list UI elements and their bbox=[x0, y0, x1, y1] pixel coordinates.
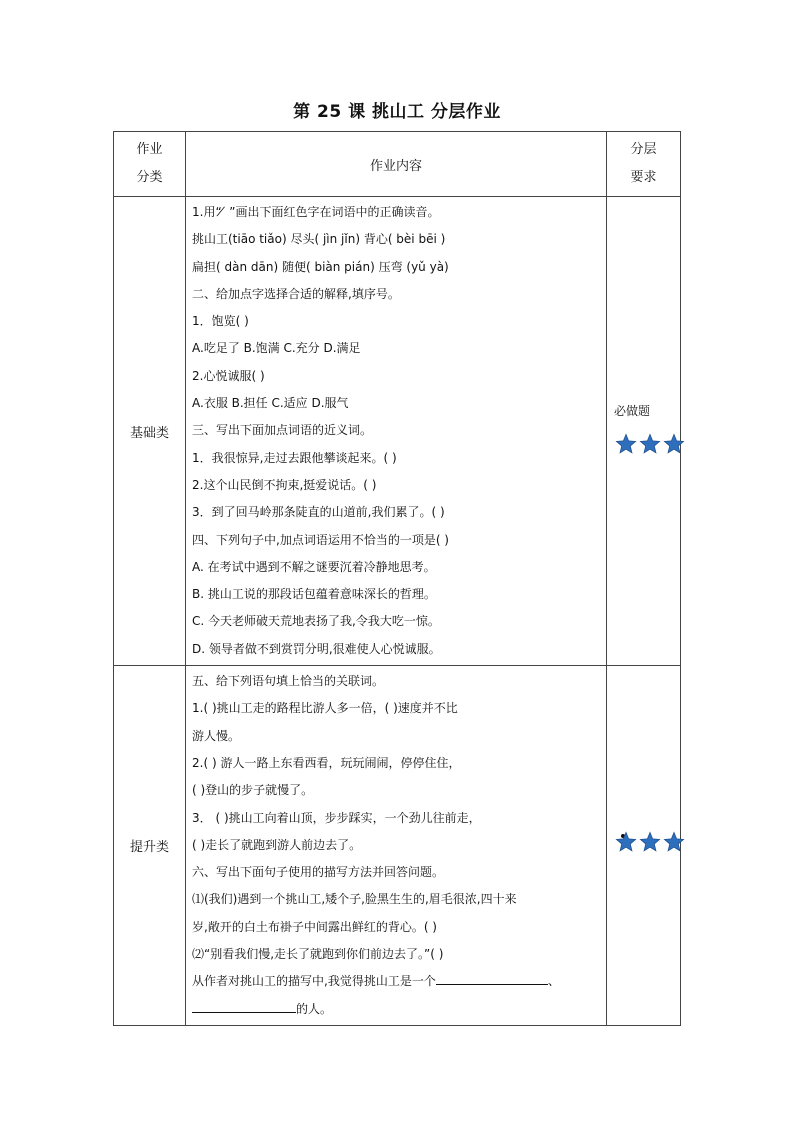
section-row-basic bbox=[114, 197, 681, 666]
question-list bbox=[192, 199, 600, 663]
star-icon bbox=[639, 831, 661, 853]
difficulty-stars bbox=[615, 433, 687, 458]
question-list bbox=[192, 668, 600, 968]
question-line: 2.心悦诚服( ) bbox=[192, 368, 265, 383]
question-line: 2.( ) 游人一路上东看西看，玩玩闹闹，停停住住， bbox=[192, 755, 461, 770]
fill-line: 的人。 bbox=[192, 996, 600, 1023]
star-icon bbox=[639, 433, 661, 455]
question-line: 1.( )挑山工走的路程比游人多一倍，( )速度并不比 bbox=[192, 701, 458, 716]
question-line: 三、写出下面加点词语的近义词。 bbox=[192, 423, 373, 438]
question-line: ⑴(我们)遇到一个挑山工,矮个子,脸黑生生的,眉毛很浓,四十来 bbox=[192, 892, 517, 907]
question-line: 游人慢。 bbox=[192, 728, 241, 743]
homework-table bbox=[113, 131, 681, 1026]
star-icon bbox=[663, 433, 685, 455]
question-line: A.吃足了 B.饱满 C.充分 D.满足 bbox=[192, 341, 361, 356]
requirement-cell bbox=[607, 197, 681, 666]
question-line: 五、给下列语句填上恰当的关联词。 bbox=[192, 674, 385, 689]
category-cell: 基础类 bbox=[114, 197, 186, 666]
answer-blank[interactable] bbox=[192, 1000, 296, 1013]
content-cell bbox=[186, 666, 607, 1026]
requirement-label: 必做题 bbox=[614, 404, 651, 418]
question-line: 挑山工(tiāo tiǎo) 尽头( jìn jǐn) 背心( bèi bēi ) bbox=[192, 232, 446, 247]
answer-blank[interactable] bbox=[436, 972, 548, 985]
question-line: 扁担( dàn dān) 随便( biàn pián) 压弯 (yǔ yà) bbox=[192, 259, 449, 274]
question-line: 1.用“ ̸ ”画出下面红色字在词语中的正确读音。 bbox=[192, 205, 440, 219]
question-line: ( )走长了就跑到游人前边去了。 bbox=[192, 837, 362, 852]
difficulty-stars bbox=[615, 831, 687, 856]
question-line: 岁,敞开的白土布褂子中间露出鲜红的背心。( ) bbox=[192, 919, 437, 934]
category-cell: 提升类 bbox=[114, 666, 186, 1026]
question-line: D. 领导者做不到赏罚分明,很难使人心悦诚服。 bbox=[192, 641, 441, 656]
header-category: 作业 分类 bbox=[114, 132, 186, 197]
star-icon bbox=[663, 831, 685, 853]
header-requirement: 分层 要求 bbox=[607, 132, 681, 197]
question-line: 二、给加点字选择合适的解释,填序号。 bbox=[192, 286, 400, 301]
content-cell bbox=[186, 197, 607, 666]
star-icon bbox=[615, 433, 637, 455]
question-line: 四、下列句子中,加点词语运用不恰当的一项是( ) bbox=[192, 532, 449, 547]
page-title: 第 25 课 挑山工 分层作业 bbox=[293, 102, 501, 122]
question-line: 1．饱览( ) bbox=[192, 314, 249, 329]
star-icon bbox=[615, 831, 637, 853]
requirement-cell bbox=[607, 666, 681, 1026]
question-line: ( )登山的步子就慢了。 bbox=[192, 783, 314, 798]
header-content: 作业内容 bbox=[186, 132, 607, 197]
question-line: 2.这个山民倒不拘束,挺爱说话。( ) bbox=[192, 477, 377, 492]
question-line: 3． ( )挑山工向着山顶，步步踩实，一个劲儿往前走， bbox=[192, 810, 481, 825]
question-line: 1．我很惊异,走过去跟他攀谈起来。( ) bbox=[192, 450, 397, 465]
question-line: C. 今天老师破天荒地表扬了我,令我大吃一惊。 bbox=[192, 614, 440, 629]
question-line: ⑵“别看我们慢,走长了就跑到你们前边去了。”( ) bbox=[192, 947, 444, 962]
question-line: A. 在考试中遇到不解之谜要沉着冷静地思考。 bbox=[192, 559, 436, 574]
section-row-advanced bbox=[114, 666, 681, 1026]
question-line: B. 挑山工说的那段话包蕴着意味深长的哲理。 bbox=[192, 587, 436, 602]
question-line: A.衣服 B.担任 C.适应 D.服气 bbox=[192, 396, 349, 411]
question-line: 3．到了回马岭那条陡直的山道前,我们累了。( ) bbox=[192, 505, 445, 520]
table-header-row bbox=[114, 132, 681, 197]
question-line: 六、写出下面句子使用的描写方法并回答问题。 bbox=[192, 865, 445, 880]
fill-line: 从作者对挑山工的描写中,我觉得挑山工是一个 、 bbox=[192, 974, 560, 989]
